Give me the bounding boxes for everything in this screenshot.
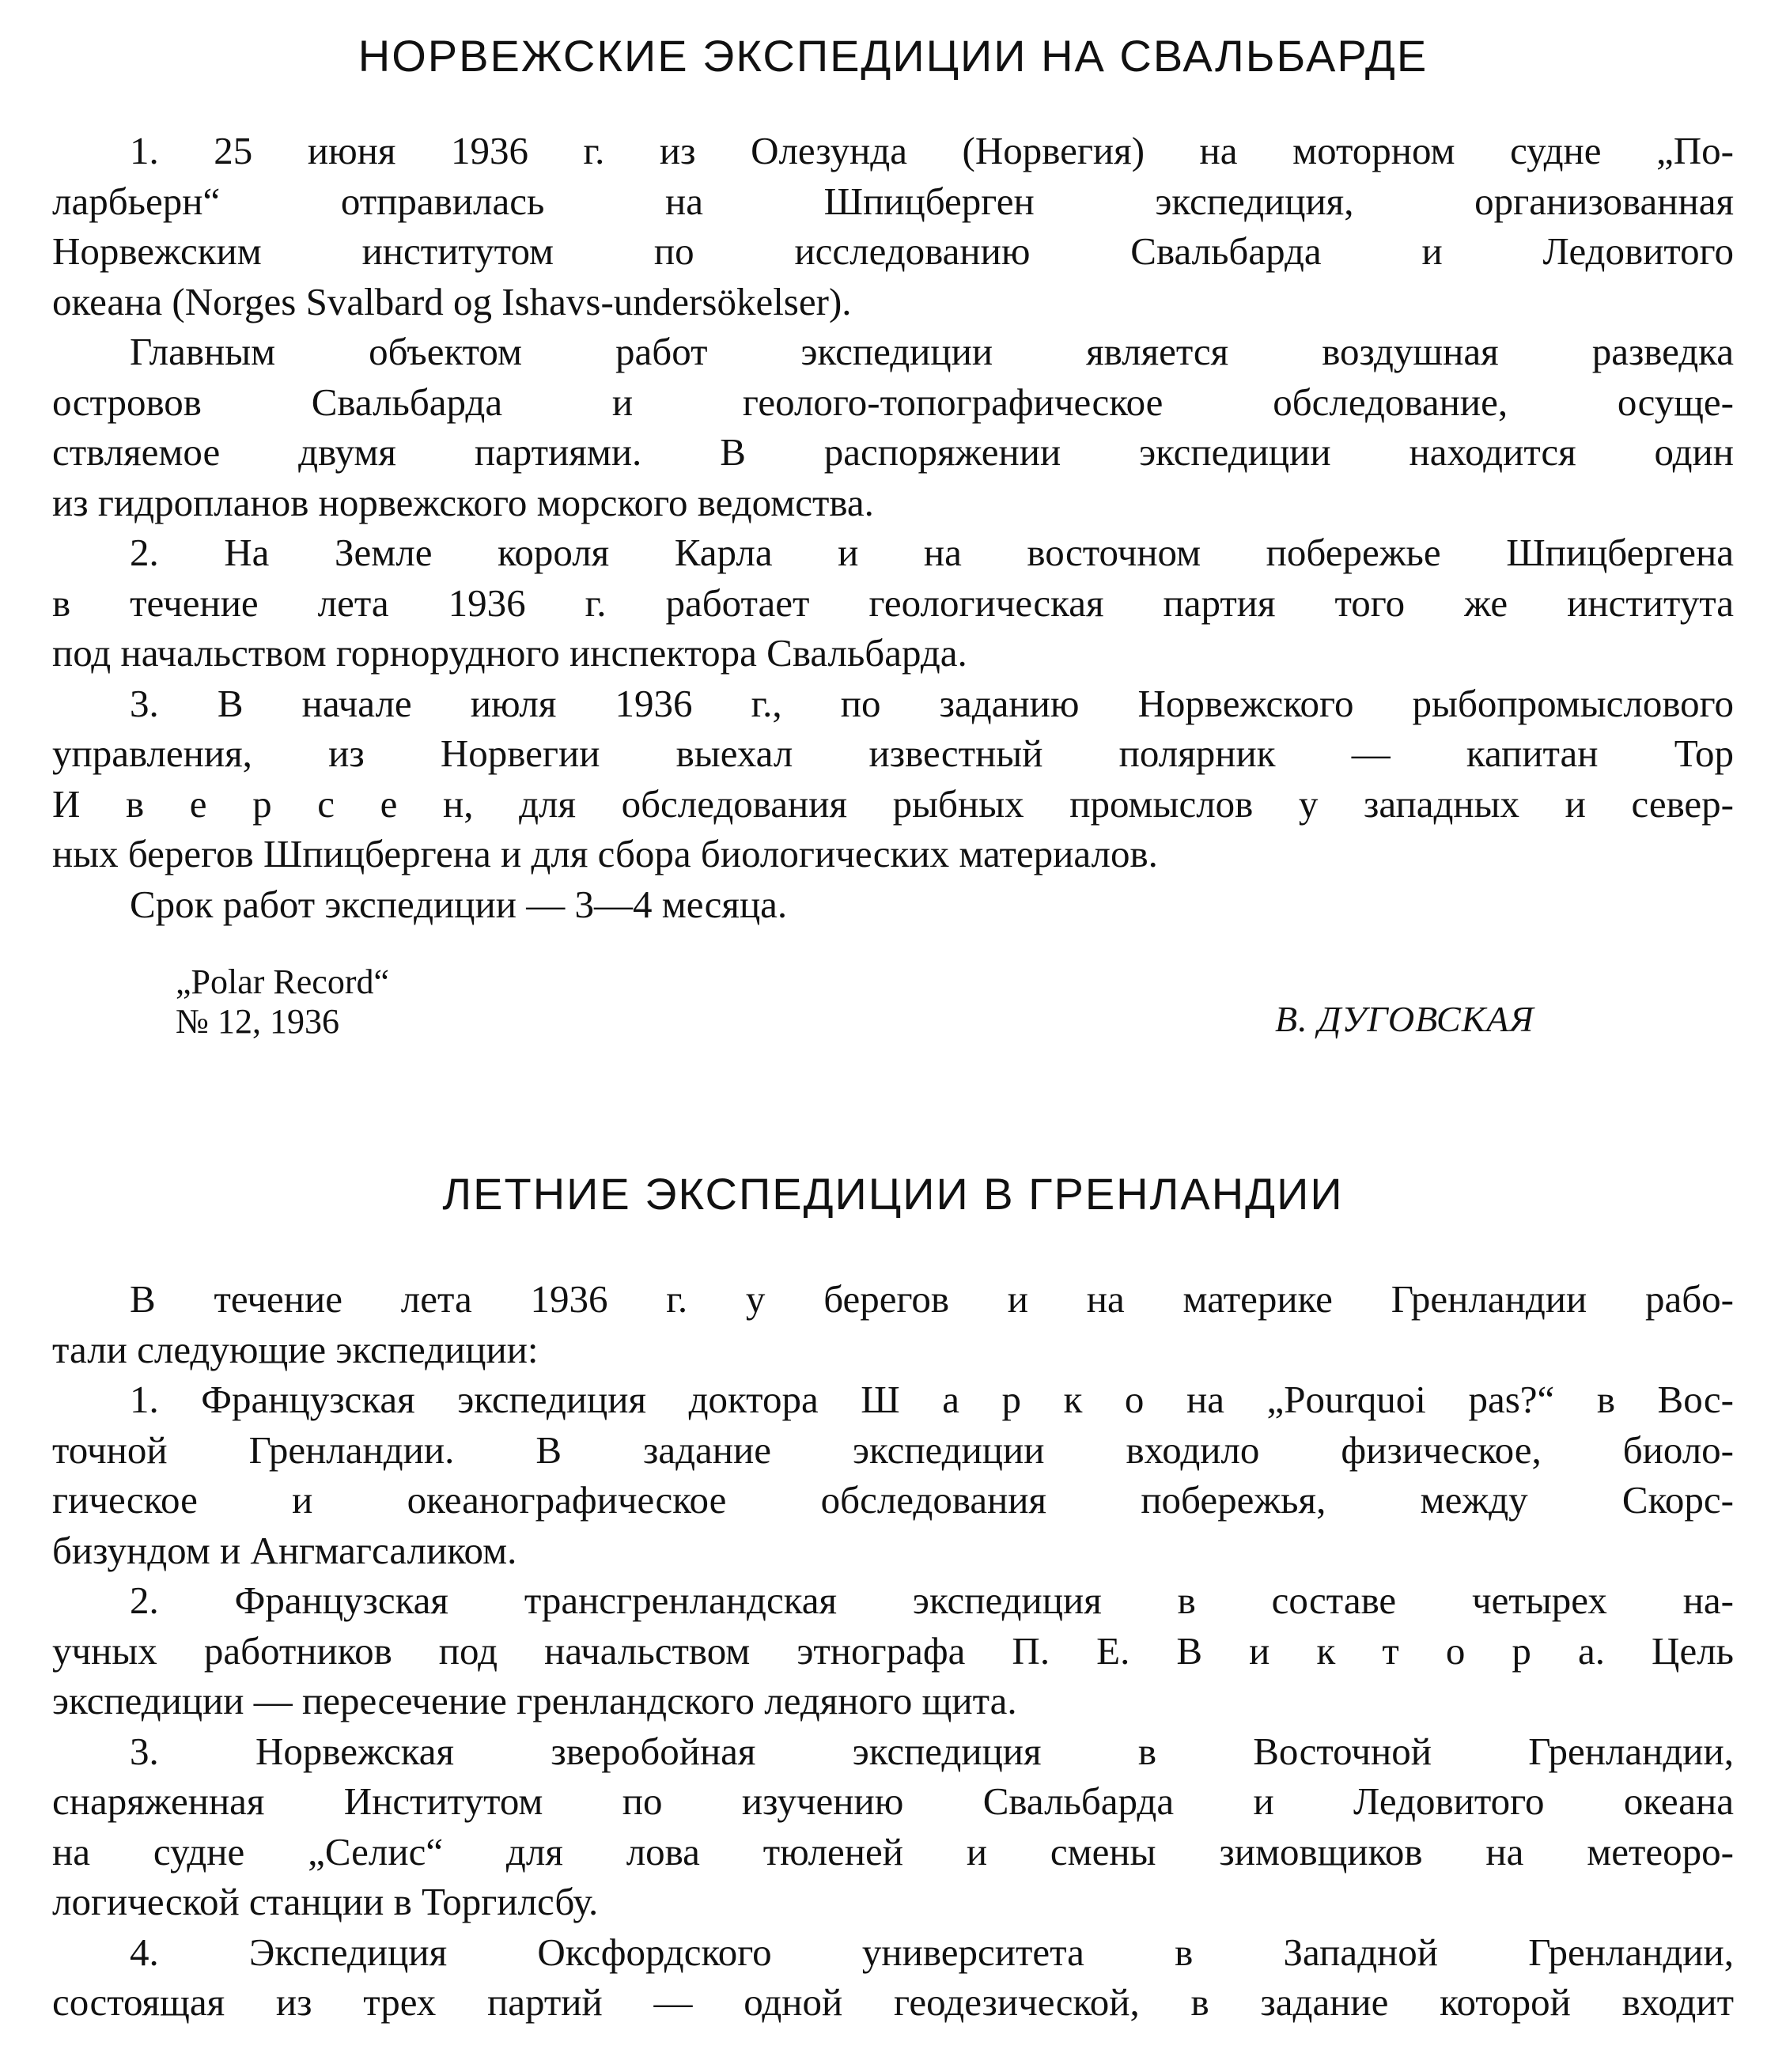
- text-line: в течение лета 1936 г. работает геологическая партия того же института: [52, 580, 1734, 625]
- section1-title: НОРВЕЖСКИЕ ЭКСПЕДИЦИИ НА СВАЛЬБАРДЕ: [358, 31, 1428, 81]
- text-line: учных работников под начальством этнографа П. Е. В и к т о р а. Цель: [52, 1628, 1734, 1673]
- text-line: бизундом и Ангмагсаликом.: [52, 1528, 517, 1572]
- source-citation: [176, 962, 389, 1042]
- text-line: ларбьерн“ отправилась на Шпицберген экспедиция, организованная: [52, 179, 1734, 223]
- text-line: 1. Французская экспедиция доктора Ш а р к о на „Pourquoi pas?“ в Вос-: [130, 1378, 1734, 1421]
- paragraph: [52, 879, 1734, 930]
- source-issue: № 12, 1936: [176, 1002, 339, 1041]
- section2-body: [52, 1274, 1734, 2028]
- text-line: 3. В начале июля 1936 г., по заданию Норвежского рыбопромыслового: [130, 681, 1734, 725]
- text-line: 3. Норвежская зверобойная экспедиция в Восточной Гренландии,: [130, 1729, 1734, 1773]
- text-line: 2. На Земле короля Карла и на восточном побережье Шпицбергена: [130, 531, 1734, 574]
- text-line: тали следующие экспедиции:: [52, 1327, 539, 1371]
- text-line: точной Гренландии. В задание экспедиции входило физическое, биоло-: [52, 1427, 1734, 1472]
- paragraph: [52, 1575, 1734, 1726]
- paragraph: [52, 1274, 1734, 1374]
- paragraph: [52, 679, 1734, 879]
- paragraph: [52, 527, 1734, 679]
- text-line: Срок работ экспедиции — 3—4 месяца.: [130, 882, 788, 926]
- text-line: экспедиции — пересечение гренландского ледяного щита.: [52, 1679, 1017, 1722]
- paragraph: [52, 1927, 1734, 2028]
- section1-body: [52, 126, 1734, 929]
- text-line: океана (Norges Svalbard og Ishavs-undersökelser).: [52, 279, 852, 323]
- text-line: снаряженная Институтом по изучению Свальбарда и Ледовитого океана: [52, 1779, 1734, 1823]
- text-line: ных берегов Шпицбергена и для сбора биологических материалов.: [52, 832, 1158, 875]
- text-line: под начальством горнорудного инспектора Свальбарда.: [52, 631, 967, 675]
- text-line: И в е р с е н, для обследования рыбных промыслов у западных и север-: [52, 781, 1734, 826]
- text-line: островов Свальбарда и геолого-топографическое обследование, осуще-: [52, 380, 1734, 424]
- text-line: на судне „Селис“ для лова тюленей и смены зимовщиков на метеоро-: [52, 1829, 1734, 1873]
- paragraph: [52, 1726, 1734, 1927]
- section2-title: ЛЕТНИЕ ЭКСПЕДИЦИИ В ГРЕНЛАНДИИ: [442, 1169, 1344, 1219]
- paragraph: [52, 126, 1734, 327]
- text-line: 1. 25 июня 1936 г. из Олезунда (Норвегия) на моторном судне „По-: [130, 129, 1734, 172]
- text-line: управления, из Норвегии выехал известный полярник — капитан Тор: [52, 732, 1734, 775]
- text-line: 2. Французская трансгренландская экспедиция в составе четырех на-: [130, 1579, 1734, 1622]
- source-journal: „Polar Record“: [176, 962, 389, 1001]
- paragraph: [52, 1374, 1734, 1575]
- text-line: ствляемое двумя партиями. В распоряжении экспедиции находится один: [52, 430, 1734, 474]
- text-line: В течение лета 1936 г. у берегов и на материке Гренландии рабо-: [130, 1277, 1734, 1321]
- text-line: состоящая из трех партий — одной геодезической, в задание которой входит: [52, 1980, 1734, 2024]
- paragraph: [52, 327, 1734, 527]
- text-line: Главным объектом работ экспедиции является воздушная разведка: [130, 330, 1734, 373]
- text-line: гическое и океанографическое обследования побережья, между Скорс-: [52, 1478, 1734, 1522]
- author-signature: В. ДУГОВСКАЯ: [1275, 999, 1534, 1039]
- text-line: из гидропланов норвежского морского ведомства.: [52, 480, 874, 524]
- text-line: Норвежским институтом по исследованию Свальбарда и Ледовитого: [52, 229, 1734, 273]
- text-line: 4. Экспедиция Оксфордского университета в Западной Гренландии,: [130, 1930, 1734, 1974]
- text-line: логической станции в Торгилсбу.: [52, 1880, 599, 1923]
